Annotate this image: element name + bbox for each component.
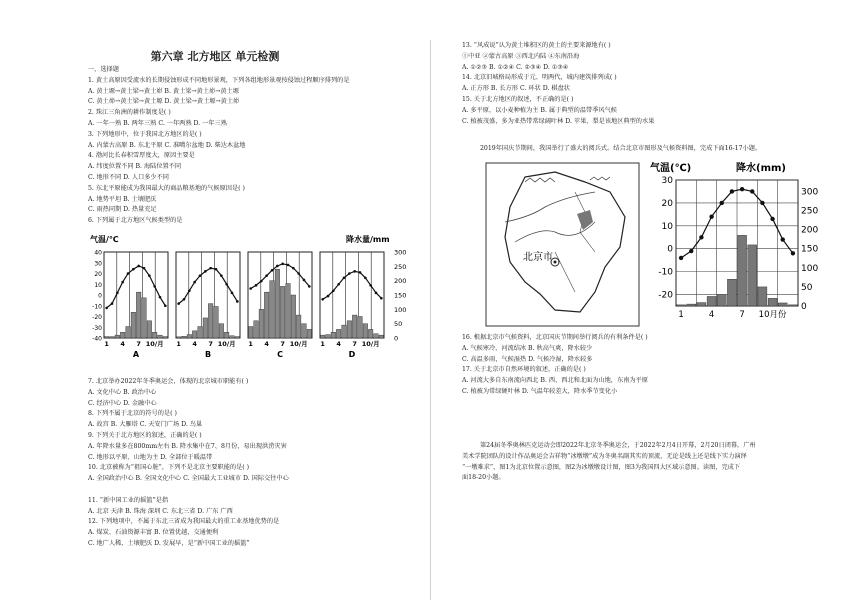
temp-point bbox=[332, 289, 335, 292]
bj-rain-bar bbox=[768, 298, 777, 306]
panel-letter-B: B bbox=[204, 350, 212, 359]
bj-x-tick: 4 bbox=[708, 310, 715, 320]
month-tick: 4 bbox=[264, 340, 269, 348]
temp-point bbox=[193, 281, 196, 284]
rain-bar bbox=[192, 331, 197, 338]
rain-bar bbox=[136, 292, 141, 338]
temp-point bbox=[121, 281, 124, 284]
bj-right-tick: 150 bbox=[801, 244, 819, 255]
rain-bar bbox=[176, 337, 181, 338]
temp-point bbox=[281, 263, 284, 266]
rain-bar bbox=[152, 332, 157, 338]
month-tick: 1 bbox=[176, 340, 181, 348]
small-left-tick: -30 bbox=[92, 324, 102, 332]
temp-point bbox=[359, 271, 362, 274]
rain-bar bbox=[331, 332, 336, 338]
bj-rain-bar bbox=[748, 245, 757, 306]
temp-point bbox=[183, 298, 186, 301]
bj-left-tick: 0 bbox=[667, 244, 673, 255]
small-left-axis-label: 气温/℃ bbox=[90, 235, 119, 244]
left-line-10: C. 地形不同 D. 人口多少不同 bbox=[88, 174, 169, 181]
bj-temp-point bbox=[760, 201, 764, 205]
bj-temp-point bbox=[750, 189, 754, 193]
intro18-line-2: “一墩难求”，图1为北京位置示意图，图2为冰墩墩设计图，图3为我国四大区域示意图。读图，完成下 bbox=[462, 463, 741, 471]
bj-temp-point bbox=[770, 217, 774, 221]
intro18-line-0: 第24届冬季奥林匹克运动会即2022年北京冬季奥运会，于2022年2月4日开幕，2月20日闭幕，广州 bbox=[480, 442, 756, 449]
month-tick: 7 bbox=[352, 340, 357, 348]
small-left-tick: 0 bbox=[98, 292, 102, 300]
small-left-tick: 10 bbox=[94, 281, 102, 289]
temp-point bbox=[105, 307, 108, 310]
left-line-14: 6. 下列属于北方地区气候类型的是 bbox=[88, 217, 183, 225]
bj-x-tick: 10月份 bbox=[758, 310, 787, 320]
left-line2-9: A. 全国政治中心 B. 全国文化中心 C. 全国最大工业城市 D. 国际交往中心 bbox=[88, 475, 289, 483]
temp-point bbox=[292, 267, 295, 270]
temp-point bbox=[111, 302, 114, 305]
left-line2-6: A. 年降水量多在800mm左右 B. 降水集中在7、8月份，易出现洪涝灾害 bbox=[88, 442, 287, 450]
temp-point bbox=[375, 292, 378, 295]
rain-bar bbox=[110, 337, 115, 338]
rain-bar bbox=[131, 312, 136, 338]
left-line-9: A. 纬度位置不同 B. 海陆位置不同 bbox=[88, 163, 182, 171]
temp-point bbox=[369, 284, 372, 287]
temp-point bbox=[276, 265, 279, 268]
rain-bar bbox=[347, 321, 352, 338]
month-tick: 1 bbox=[104, 340, 109, 348]
left-line-4: 2. 珠江三角洲的耕作制度是( ) bbox=[88, 109, 171, 117]
temp-point bbox=[297, 272, 300, 275]
rain-bar bbox=[254, 321, 259, 338]
left-line-5: A. 一年一熟 B. 两年三熟 C. 一年两熟 D. 一年三熟 bbox=[88, 120, 227, 127]
bj-temp-point bbox=[781, 237, 785, 241]
temp-point bbox=[137, 265, 140, 268]
temp-point bbox=[164, 304, 167, 307]
rain-bar bbox=[198, 327, 203, 338]
rain-bar bbox=[275, 269, 280, 338]
right-column bbox=[430, 0, 860, 608]
bj-left-label: 气温(℃) bbox=[650, 163, 692, 174]
rain-bar bbox=[374, 334, 379, 338]
bj-left-tick: -10 bbox=[658, 267, 673, 278]
small-right-tick: 50 bbox=[394, 320, 403, 329]
bj-x-tick: 1 bbox=[678, 310, 684, 320]
bj-rain-bar bbox=[707, 296, 716, 306]
small-right-tick: 300 bbox=[394, 248, 407, 257]
temp-point bbox=[260, 280, 263, 283]
bj-rain-bar bbox=[727, 279, 736, 306]
intro-16-17: 2019年国庆节期间，我国举行了盛大的阅兵式。结合北京市图形及气候资料图，完成下面16-17小题。 bbox=[480, 145, 762, 152]
right-line-4: A. 正方形 B. 长方形 C. 环状 D. 棋盘状 bbox=[462, 85, 570, 93]
right-line2-3: 17. 关于北京市自然环境的叙述，正确的是( ) bbox=[462, 366, 586, 374]
bj-right-tick: 100 bbox=[801, 263, 819, 274]
left-line-2: A. 黄土塬→黄土梁→黄土峁 B. 黄土梁→黄土峁→黄土塬 bbox=[88, 87, 239, 95]
rain-bar bbox=[358, 317, 363, 339]
left-line2-11: 11. “新中国工业的摇篮”是指 bbox=[88, 496, 169, 504]
left-line2-8: 10. 北京被称为“祖国心脏”，下列不是北京主要职能的是( ) bbox=[88, 464, 250, 472]
panel-letter-D: D bbox=[348, 350, 356, 359]
left-line2-12: A. 北京 天津 B. 珠海 深圳 C. 东北三省 D. 广东 广西 bbox=[88, 507, 233, 515]
left-line2-4: A. 故宫 B. 大雁塔 C. 天安门广场 D. 鸟巢 bbox=[88, 421, 203, 429]
bj-rain-bar bbox=[717, 295, 726, 306]
left-line-3: C. 黄土峁→黄土梁→黄土塬 D. 黄土梁→黄土塬→黄土峁 bbox=[88, 98, 240, 106]
bj-rain-bar bbox=[788, 305, 797, 306]
bj-rain-bar bbox=[677, 305, 686, 306]
month-tick: 1 bbox=[248, 340, 253, 348]
month-tick: 4 bbox=[120, 340, 125, 348]
rain-bar bbox=[326, 335, 331, 338]
month-tick: 10/月 bbox=[145, 340, 164, 348]
bj-temp-point bbox=[699, 235, 703, 239]
month-tick: 10/月 bbox=[217, 340, 236, 348]
bj-left-tick: 10 bbox=[661, 221, 673, 232]
bj-right-tick: 300 bbox=[801, 187, 819, 198]
rain-bar bbox=[248, 327, 253, 338]
left-line-0: 一、选择题 bbox=[88, 66, 119, 73]
left-line2-3: 8. 下列不属于北京的符号的是( ) bbox=[88, 410, 177, 418]
rain-bar bbox=[342, 325, 347, 338]
temp-point bbox=[127, 272, 130, 275]
small-right-tick: 100 bbox=[394, 305, 407, 314]
bj-temp-point bbox=[720, 201, 724, 205]
right-line2-5: C. 植被为常绿硬叶林 D. 气温年较差大，降水季节变化小 bbox=[462, 388, 618, 395]
bj-right-label: 降水(mm) bbox=[736, 163, 786, 174]
small-left-tick: -20 bbox=[92, 314, 102, 321]
right-line2-4: A. 河流大多自东南流向西北 B. 西、西北和北面为山地，东南为平原 bbox=[462, 377, 648, 385]
small-left-tick: -40 bbox=[92, 335, 102, 343]
left-line2-15: C. 地广人稀，土壤肥沃 D. 发展早，是“新中国工业的摇篮” bbox=[88, 540, 250, 547]
rain-bar bbox=[224, 332, 229, 338]
rain-bar bbox=[126, 327, 131, 338]
month-tick: 7 bbox=[208, 340, 213, 348]
bj-right-tick: 0 bbox=[801, 302, 807, 312]
bj-temp-point bbox=[709, 214, 713, 218]
rain-bar bbox=[147, 321, 152, 338]
temp-point bbox=[327, 295, 330, 298]
temp-point bbox=[148, 274, 151, 277]
temp-point bbox=[116, 292, 119, 295]
left-line-11: 5. 东北平原能成为我国最大的商品粮基地的气候原因是( ) bbox=[88, 184, 245, 192]
temp-point bbox=[255, 284, 258, 287]
temp-point bbox=[231, 292, 234, 295]
rain-bar bbox=[336, 329, 341, 338]
small-right-tick: 250 bbox=[394, 262, 407, 271]
rain-bar bbox=[296, 315, 301, 338]
rain-bar bbox=[182, 336, 187, 338]
bj-temp-point bbox=[679, 256, 683, 260]
left-line2-5: 9. 下列关于北方地区的叙述，正确的是( ) bbox=[88, 432, 202, 439]
temp-point bbox=[303, 279, 306, 282]
bj-left-tick: 30 bbox=[661, 176, 673, 186]
beijing-map bbox=[485, 162, 640, 327]
month-tick: 7 bbox=[280, 340, 285, 348]
month-tick: 1 bbox=[320, 340, 325, 348]
temp-point bbox=[353, 270, 356, 273]
temp-point bbox=[143, 267, 146, 270]
temp-point bbox=[287, 264, 290, 267]
small-left-tick: 40 bbox=[94, 249, 102, 257]
bj-right-tick: 200 bbox=[801, 225, 819, 236]
temp-point bbox=[220, 274, 223, 277]
right-line-0: 13. “风成说”认为黄土堆积区的黄土的主要来源地有( ) bbox=[462, 42, 611, 49]
rain-bar bbox=[320, 335, 325, 338]
rain-bar bbox=[219, 324, 224, 338]
month-tick: 4 bbox=[192, 340, 197, 348]
climate-charts-q6 bbox=[88, 230, 418, 365]
rain-bar bbox=[259, 309, 264, 338]
bj-rain-bar bbox=[778, 303, 787, 306]
temp-point bbox=[188, 289, 191, 292]
temp-point bbox=[153, 285, 156, 288]
left-line-1: 1. 黄土高原因受流水的长期侵蚀形成不同地形景观，下列各组地形景观按侵蚀过程顺序排列的是 bbox=[88, 76, 350, 84]
month-tick: 4 bbox=[336, 340, 341, 348]
rain-bar bbox=[368, 329, 373, 338]
rain-bar bbox=[264, 292, 269, 338]
month-tick: 10/月 bbox=[361, 340, 380, 348]
rain-bar bbox=[163, 337, 168, 338]
small-left-tick: 20 bbox=[94, 271, 102, 278]
month-tick: 7 bbox=[136, 340, 141, 348]
bj-temp-point bbox=[730, 189, 734, 193]
rain-bar bbox=[230, 336, 235, 338]
bj-rain-bar bbox=[697, 303, 706, 306]
right-line-5: 15. 关于北方地区的叙述，不正确的是( ) bbox=[462, 96, 574, 103]
temp-point bbox=[343, 277, 346, 280]
rain-bar bbox=[270, 281, 275, 338]
left-line2-14: A. 煤炭、石油资源丰富 B. 位置优越，交通便利 bbox=[88, 529, 219, 537]
left-line2-13: 12. 下列地项中，不属于东北三省成为我国最大的重工业基地优势的是 bbox=[88, 518, 280, 526]
temp-point bbox=[215, 268, 218, 271]
left-line2-7: C. 地形以平原、山地为主 D. 全部位于暖温带 bbox=[88, 453, 213, 461]
bj-right-tick: 50 bbox=[801, 282, 813, 293]
temp-point bbox=[265, 274, 268, 277]
temp-point bbox=[236, 300, 239, 303]
bj-temp-point bbox=[791, 251, 795, 255]
beijing-climate-chart bbox=[648, 158, 828, 328]
right-line-7: C. 植被茂盛，多为亚热带常绿阔叶林 D. 苹果、梨是该地区典型的水果 bbox=[462, 117, 655, 125]
rain-bar bbox=[302, 324, 307, 338]
left-line2-0: 7. 北京举办2022年冬季奥运会，体现的北京城市职能有( ) bbox=[88, 378, 249, 385]
rain-bar bbox=[280, 286, 285, 338]
rain-bar bbox=[352, 315, 357, 338]
bj-temp-point bbox=[689, 249, 693, 253]
small-left-tick: 30 bbox=[94, 260, 102, 268]
panel-frame-B bbox=[176, 252, 240, 338]
page-title: 第六章 北方地区 单元检测 bbox=[150, 50, 280, 63]
panel-letter-A: A bbox=[132, 350, 140, 359]
small-right-tick: 150 bbox=[394, 291, 407, 300]
right-line2-0: 16. 根据北京市气候资料，北京国庆节期间举行阅兵的有利条件是( ) bbox=[462, 334, 648, 341]
bj-right-tick: 250 bbox=[801, 206, 819, 217]
map-city-label: 北京市 bbox=[523, 252, 553, 263]
rain-bar bbox=[115, 335, 120, 338]
small-right-tick: 0 bbox=[394, 334, 399, 343]
rain-bar bbox=[286, 284, 291, 338]
right-line-3: 14. 北京旧城格局形成于元、明两代，城内建筑排列成( ) bbox=[462, 74, 617, 82]
right-line2-1: A. 气候寒冷，河流结冰 B. 秋高气爽，降水较少 bbox=[462, 344, 593, 352]
bj-rain-bar bbox=[687, 304, 696, 306]
bj-rain-bar bbox=[758, 287, 767, 306]
temp-point bbox=[271, 269, 274, 272]
temp-point bbox=[177, 302, 180, 305]
rain-bar bbox=[142, 298, 147, 338]
left-line2-2: C. 经济中心 D. 金融中心 bbox=[88, 399, 157, 407]
rain-bar bbox=[203, 318, 208, 338]
bj-temp-point bbox=[740, 187, 744, 191]
rain-bar bbox=[235, 337, 240, 338]
small-right-axis-label: 降水量/mm bbox=[346, 235, 390, 244]
temp-point bbox=[159, 296, 162, 299]
temp-point bbox=[364, 277, 367, 280]
bj-rain-bar bbox=[738, 235, 747, 306]
right-line-2: A. ①②③ B. ①②④ C. ②③④ D. ①③④ bbox=[462, 63, 569, 71]
temp-point bbox=[199, 274, 202, 277]
bj-left-tick: 20 bbox=[661, 198, 673, 209]
bj-x-tick: 7 bbox=[739, 310, 745, 320]
intro18-line-3: 面18-20小题。 bbox=[462, 474, 505, 482]
temp-point bbox=[225, 283, 228, 286]
rain-bar bbox=[363, 324, 368, 338]
temp-point bbox=[209, 267, 212, 270]
rain-bar bbox=[120, 332, 125, 338]
temp-point bbox=[308, 285, 311, 288]
rain-bar bbox=[379, 335, 384, 338]
temp-point bbox=[204, 270, 207, 273]
left-line-8: 4. 渤河比长春积雪厚度大，原因主要是 bbox=[88, 152, 195, 160]
rain-bar bbox=[104, 337, 109, 338]
bj-left-tick: -20 bbox=[658, 290, 673, 301]
temp-point bbox=[132, 268, 135, 271]
left-line2-1: A. 文化中心 B. 政治中心 bbox=[88, 388, 157, 396]
rain-bar bbox=[158, 335, 163, 338]
rain-bar bbox=[307, 329, 312, 338]
temp-point bbox=[337, 283, 340, 286]
temp-point bbox=[348, 272, 351, 275]
left-line-6: 3. 下列地形中，位于我国北方地区的是( ) bbox=[88, 130, 202, 138]
panel-letter-C: C bbox=[277, 350, 283, 359]
right-line2-2: C. 高温多雨，气候湿热 D. 气候冷湿，降水较多 bbox=[462, 355, 593, 363]
left-line-7: A. 内蒙古高原 B. 东北平原 C. 准噶尔盆地 D. 柴达木盆地 bbox=[88, 141, 246, 149]
small-right-tick: 200 bbox=[394, 277, 407, 286]
temp-point bbox=[249, 287, 252, 290]
intro18-line-1: 美术学院团队的设计作品奥运会吉祥物“冰墩墩”成为冬奥名副其实的顶流，无论是线上还是线下实力演绎 bbox=[462, 452, 747, 460]
left-line-13: C. 雨热同期 D. 热量充足 bbox=[88, 206, 157, 214]
rain-bar bbox=[291, 295, 296, 338]
right-line-6: A. 多平原，以小麦种植为主 B. 属于典型的温带季风气候 bbox=[462, 106, 617, 114]
left-line-12: A. 地势平坦 B. 土壤肥沃 bbox=[88, 195, 157, 203]
temp-point bbox=[321, 298, 324, 301]
small-left-tick: -10 bbox=[92, 303, 102, 311]
rain-bar bbox=[187, 335, 192, 338]
rain-bar bbox=[214, 306, 219, 338]
right-line-1: ①中亚 ②蒙古高原 ③西北内陆 ④东南沿海 bbox=[462, 52, 580, 60]
temp-point bbox=[380, 297, 383, 300]
rain-bar bbox=[208, 304, 213, 338]
month-tick: 10/月 bbox=[289, 340, 308, 348]
